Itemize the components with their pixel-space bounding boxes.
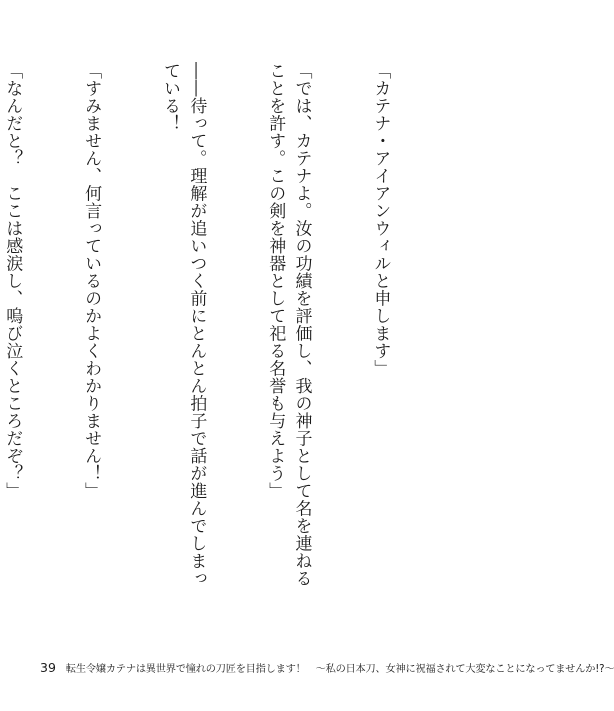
text-line: 「では、カテナよ。汝の功績を評価し、我の神子として名を連ねることを許す。この剣を神器として祀る名誉も与えよう」 bbox=[265, 62, 312, 587]
running-title: 転生令嬢カテナは異世界で憧れの刀匠を目指します！ ～私の日本刀、女神に祝福されて大変なことになってませんか!?～ bbox=[65, 663, 614, 675]
text-line: 「カテナ・アイアンウィルと申します」 bbox=[370, 62, 391, 377]
page-number: 39 bbox=[40, 659, 56, 675]
text-line: ――待って。理解が追いつく前にとんとん拍子で話が進んでしまっている！ bbox=[160, 62, 207, 587]
text-line: 「なんだと？ ここは感涙し、嗚び泣くところだぞ？」 bbox=[2, 62, 23, 500]
vertical-text-body bbox=[2, 62, 446, 602]
text-line: 「すみません、何言っているのかよくわかりません！」 bbox=[81, 62, 102, 500]
page-footer bbox=[40, 658, 614, 676]
